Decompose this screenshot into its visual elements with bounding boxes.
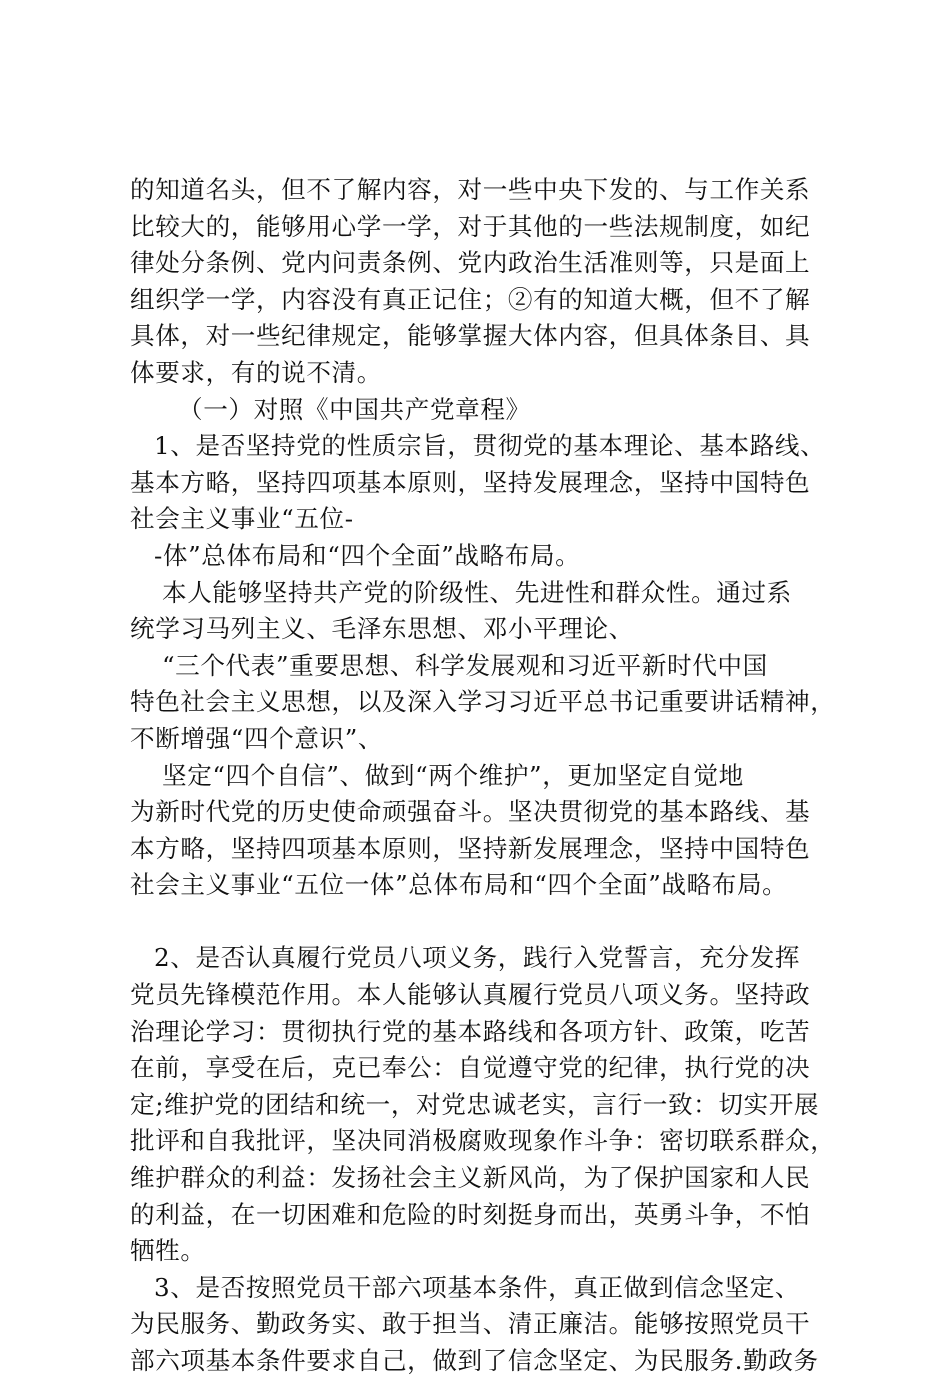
text-line: 在前，享受在后，克已奉公：自觉遵守党的纪律，执行党的决: [130, 1053, 811, 1083]
text-line: 体要求，有的说不清。: [130, 357, 382, 387]
text-line: 组织学一学，内容没有真正记住；②有的知道大概，但不了解: [130, 284, 811, 314]
text-line: 社会主义事业“五位-: [130, 504, 354, 534]
text-line: 为新时代党的历史使命顽强奋斗。坚决贯彻党的基本路线、基: [130, 797, 811, 827]
text-line: 为民服务、勤政务实、敢于担当、清正廉洁。能够按照党员干: [130, 1309, 811, 1339]
text-line: 定;维护党的团结和统一，对党忠诚老实，言行一致：切实开展: [130, 1089, 820, 1119]
section-heading: （一）对照《中国共产党章程》: [178, 394, 531, 424]
text-line: 律处分条例、党内问责条例、党内政治生活准则等，只是面上: [130, 248, 811, 278]
text-line: 统学习马列主义、毛泽东思想、邓小平理论、: [130, 614, 634, 644]
text-line: 的利益，在一切困难和危险的时刻挺身而出，英勇斗争，不怕: [130, 1199, 811, 1229]
text-line: 社会主义事业“五位一体”总体布局和“四个全面”战略布局。: [130, 870, 788, 900]
item-heading-2: 2、是否认真履行党员八项义务，践行入党誓言，充分发挥: [154, 943, 801, 973]
text-line: 具体，对一些纪律规定，能够掌握大体内容，但具体条目、具: [130, 321, 811, 351]
text-line: 牺牲。: [130, 1236, 206, 1266]
text-line: 部六项基本条件要求自己，做到了信念坚定、为民服务.勤政务: [130, 1346, 819, 1375]
text-line: 本人能够坚持共产党的阶级性、先进性和群众性。通过系: [162, 577, 792, 607]
text-line: 不断增强“四个意识”、: [130, 723, 384, 753]
text-line: 基本方略，坚持四项基本原则，坚持发展理念，坚持中国特色: [130, 467, 811, 497]
blank-line: [130, 904, 830, 941]
text-line: 批评和自我批评，坚决同消极腐败现象作斗争：密切联系群众，: [130, 1126, 836, 1156]
text-line: 特色社会主义思想，以及深入学习习近平总书记重要讲话精神，: [130, 687, 836, 717]
item-heading-1: 1、是否坚持党的性质宗旨，贯彻党的基本理论、基本路线、: [154, 431, 826, 461]
text-line: 党员先锋模范作用。本人能够认真履行党员八项义务。坚持政: [130, 980, 811, 1010]
text-line: 维护群众的利益：发扬社会主义新风尚，为了保护国家和人民: [130, 1163, 811, 1193]
document-body: [130, 172, 836, 1380]
text-line: -体”总体布局和“四个全面”战略布局。: [154, 540, 581, 570]
text-line: 比较大的，能够用心学一学，对于其他的一些法规制度，如纪: [130, 211, 811, 241]
text-line: 坚定“四个自信”、做到“两个维护”，更加坚定自觉地: [162, 760, 744, 790]
text-line: 本方略，坚持四项基本原则，坚持新发展理念，坚持中国特色: [130, 833, 811, 863]
text-line: “三个代表”重要思想、科学发展观和习近平新时代中国: [162, 650, 768, 680]
text-line: 治理论学习：贯彻执行党的基本路线和各项方针、政策，吃苦: [130, 1016, 811, 1046]
item-heading-3: 3、是否按照党员干部六项基本条件，真正做到信念坚定、: [154, 1272, 801, 1302]
text-line: 的知道名头，但不了解内容，对一些中央下发的、与工作关系: [130, 175, 811, 204]
